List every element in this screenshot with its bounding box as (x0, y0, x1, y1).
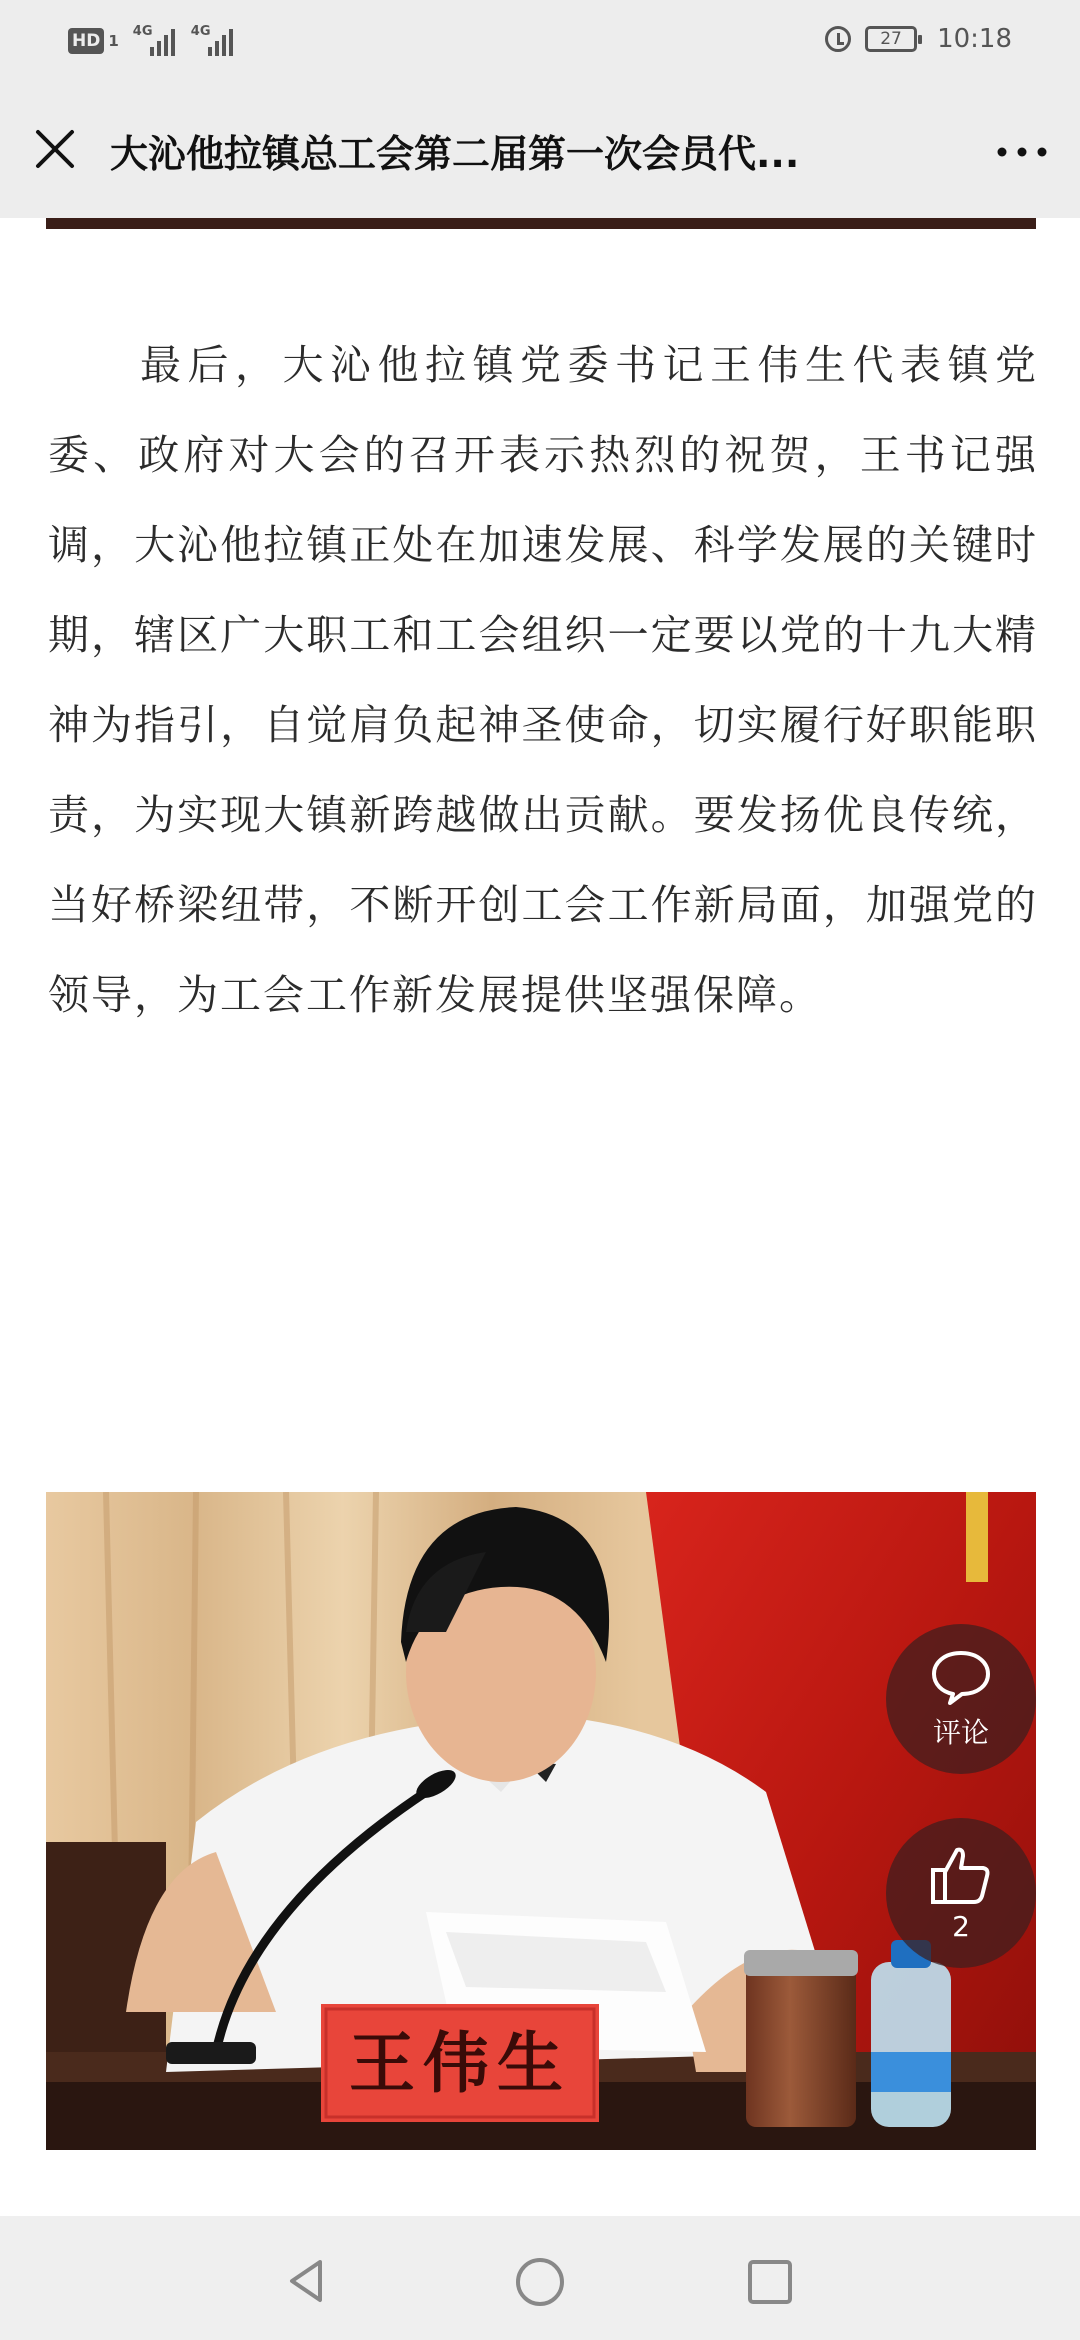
close-icon (30, 124, 80, 174)
like-count: 2 (952, 1909, 970, 1943)
back-icon (282, 2256, 332, 2306)
sim2-network-type: 4G (190, 24, 211, 39)
thumbs-up-icon (929, 1844, 993, 1906)
battery-level: 27 (880, 29, 902, 49)
like-button[interactable] (886, 1818, 1036, 1968)
battery-icon (865, 26, 917, 52)
status-bar (0, 0, 1080, 92)
status-left (68, 26, 235, 56)
hd-badge: HD (68, 28, 104, 54)
alarm-icon (825, 26, 851, 52)
title-bar (0, 92, 1080, 218)
nav-recent-button[interactable] (746, 2258, 794, 2310)
previous-photo-edge (46, 218, 1036, 229)
signal-icon (133, 26, 177, 56)
hd-sub: 1 (108, 32, 119, 50)
page-title: 大沁他拉镇总工会第二届第一次会员代... (110, 132, 800, 176)
recent-apps-icon (746, 2258, 794, 2306)
sim1-network-type: 4G (132, 24, 153, 39)
clock: 10:18 (937, 24, 1012, 54)
status-right (825, 24, 1012, 54)
comment-icon (928, 1647, 994, 1707)
nameplate-text: 王伟生 (349, 2024, 571, 2102)
more-button[interactable] (992, 132, 1052, 172)
more-icon (994, 146, 1050, 158)
comment-label: 评论 (932, 1716, 989, 1749)
signal-icon (191, 26, 235, 56)
article-photo[interactable] (46, 1492, 1036, 2150)
nav-back-button[interactable] (282, 2256, 332, 2310)
close-button[interactable] (30, 124, 80, 174)
home-icon (514, 2256, 566, 2308)
article-paragraph: 最后，大沁他拉镇党委书记王伟生代表镇党委、政府对大会的召开表示热烈的祝贺，王书记强调，大沁他拉镇正处在加速发展、科学发展的关键时期，辖区广大职工和工会组织一定要以党的十九大精神为指引，自觉肩负起神圣使命，切实履行好职能职责，为实现大镇新跨越做出贡献。要发扬优良传统，当好桥梁纽带，不断开创工会工作新局面，加强党的领导，为工会工作新发展提供坚强保障。 (48, 341, 1038, 1019)
nav-home-button[interactable] (514, 2256, 566, 2312)
navigation-bar (0, 2216, 1080, 2340)
comment-button[interactable] (886, 1624, 1036, 1774)
